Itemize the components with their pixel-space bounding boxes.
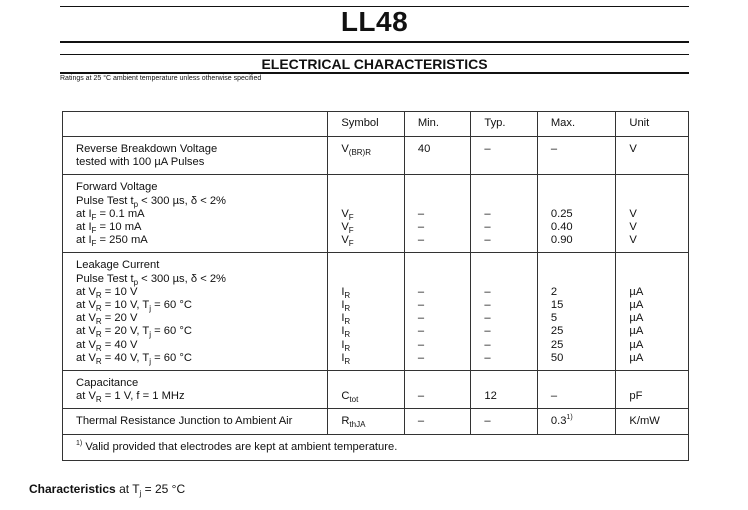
- title-rule: [60, 41, 689, 43]
- symbol-cell: $I_R$ $I_R$ $I_R$ $I_R$ $I_R$ $I_R$: [328, 253, 405, 371]
- symbol-cell: $V_F$ $V_F$ $V_F$: [328, 175, 405, 253]
- unit-cell: V V V: [616, 175, 689, 253]
- unit-cell: V: [616, 137, 689, 175]
- max-cell: 0.3$^{1)}$: [537, 409, 616, 434]
- param-line: at $I_F = 0.1$ mA: [76, 207, 145, 222]
- max-cell: 2 15 5 25 25 50: [537, 253, 616, 371]
- min-cell: 40: [404, 137, 471, 175]
- typ-cell: 12: [471, 371, 538, 409]
- param-cell: [63, 409, 328, 434]
- param-cell: [63, 253, 328, 371]
- table-row: [63, 409, 689, 434]
- part-number-title: LL48: [340, 6, 409, 37]
- section-bottom-rule: [60, 72, 689, 74]
- param-cell: [63, 371, 328, 409]
- table-row: [63, 137, 689, 175]
- table-row: [63, 175, 689, 253]
- max-cell: 0.25 0.40 0.90: [537, 175, 616, 253]
- param-line: at $I_F = 250$ mA: [76, 234, 148, 249]
- caption-rest: at $T_j = 25$ °C: [119, 482, 186, 498]
- max-cell: –: [537, 137, 616, 175]
- param-line: Reverse Breakdown Voltage: [76, 143, 218, 155]
- param-cell: [63, 175, 328, 253]
- characteristics-table: [62, 111, 689, 461]
- param-line: at $V_R = 40$ V, $T_j = 60$ °C: [76, 351, 192, 366]
- min-cell: – – – – – –: [404, 253, 471, 371]
- section-rule: [60, 54, 689, 55]
- table-header-row: [63, 112, 689, 137]
- param-line: at $V_R = 10$ V, $T_j = 60$ °C: [76, 299, 192, 314]
- param-line: at $V_R = 20$ V: [76, 312, 138, 327]
- ratings-note: Ratings at 25 °C ambient temperature unless otherwise specified: [60, 75, 262, 82]
- min-cell: –: [404, 371, 471, 409]
- param-line: Pulse Test $t_p < 300$ µs, δ < 2%: [76, 272, 227, 287]
- footnote: $^{1)}$ Valid provided that electrodes are kept at ambient temperature.: [63, 434, 689, 460]
- typ-cell: –: [471, 137, 538, 175]
- param-line: at $I_F = 10$ mA: [76, 221, 142, 236]
- typ-cell: –: [471, 409, 538, 434]
- symbol-cell: $R_{thJA}$: [328, 409, 405, 434]
- param-line: at $V_R = 10$ V: [76, 285, 138, 300]
- caption-bold: Characteristics: [29, 482, 116, 496]
- symbol-cell: $V_{(BR)R}$: [328, 137, 405, 175]
- symbol-cell: $C_{tot}$: [328, 371, 405, 409]
- min-cell: –: [404, 409, 471, 434]
- section-title: ELECTRICAL CHARACTERISTICS: [261, 56, 488, 72]
- header-typ: Typ.: [471, 112, 538, 137]
- typ-cell: – – –: [471, 175, 538, 253]
- typ-cell: – – – – – –: [471, 253, 538, 371]
- param-line: Leakage Current: [76, 259, 160, 272]
- param-line: at $V_R = 1$ V, f = 1 MHz: [76, 390, 185, 405]
- param-line: Forward Voltage: [76, 181, 158, 194]
- param-line: at $V_R = 40$ V: [76, 338, 138, 353]
- param-line: Pulse Test $t_p < 300$ µs, δ < 2%: [76, 194, 227, 209]
- param-line: tested with 100 µA Pulses: [76, 156, 205, 169]
- footnote-row: [63, 434, 689, 460]
- header-max: Max.: [537, 112, 616, 137]
- unit-cell: K/mW: [616, 409, 689, 434]
- table-row: [63, 371, 689, 409]
- param-cell: [63, 137, 328, 175]
- characteristics-caption: [29, 482, 185, 496]
- param-line: at $V_R = 20$ V, $T_j = 60$ °C: [76, 325, 192, 340]
- header-unit: Unit: [616, 112, 689, 137]
- min-cell: – – –: [404, 175, 471, 253]
- header-min: Min.: [404, 112, 471, 137]
- max-cell: –: [537, 371, 616, 409]
- header-symbol: Symbol: [328, 112, 405, 137]
- header-parameter: [63, 112, 328, 137]
- param-line: Thermal Resistance Junction to Ambient Air: [76, 415, 293, 428]
- unit-cell: µA µA µA µA µA µA: [616, 253, 689, 371]
- param-line: Capacitance: [76, 377, 139, 390]
- table-row: [63, 253, 689, 371]
- unit-cell: pF: [616, 371, 689, 409]
